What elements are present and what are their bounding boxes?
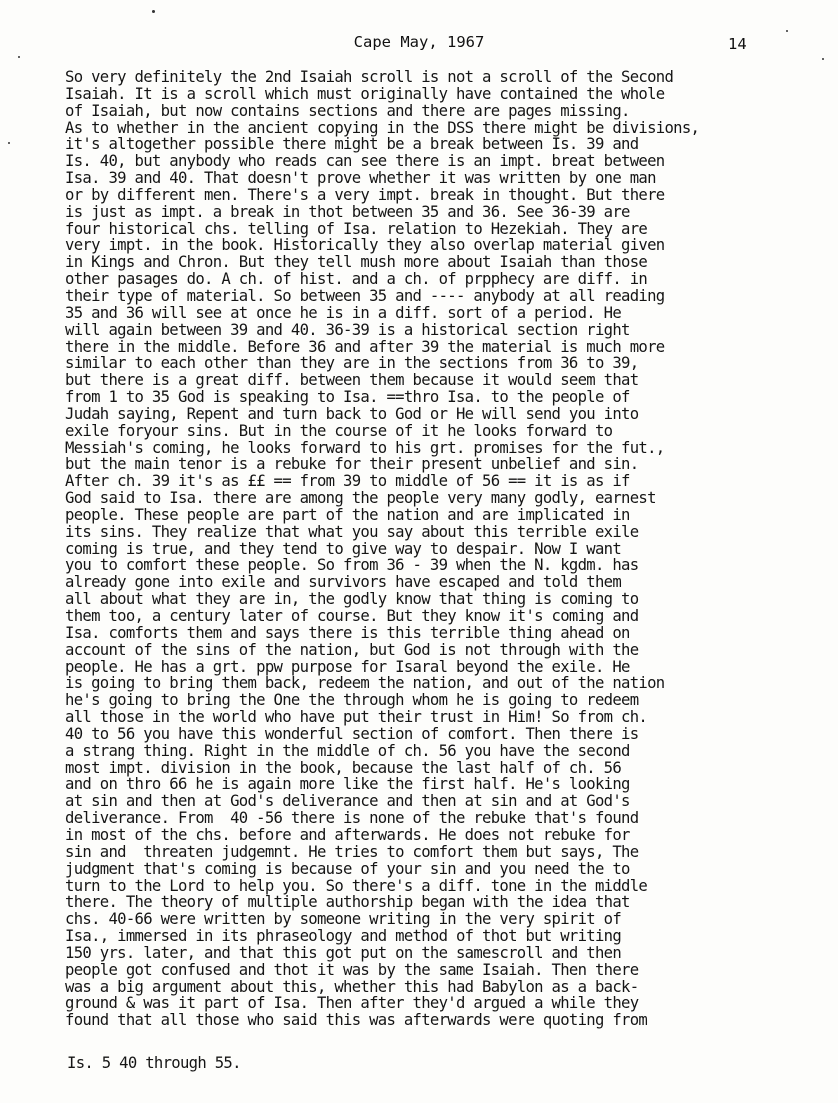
body-line: a strang thing. Right in the middle of ch. 56 you have the second — [65, 741, 630, 760]
body-line: 40 to 56 you have this wonderful section of comfort. Then there is — [65, 724, 639, 743]
body-line: God said to Isa. there are among the people very many godly, earnest — [65, 489, 656, 508]
page-title: Cape May, 1967 — [353, 33, 485, 51]
body-line: there. The theory of multiple authorship began with the idea that — [65, 893, 630, 912]
body-line: judgment that's coming is because of your sin and you need the to — [65, 859, 630, 878]
body-line: very impt. in the book. Historically they also overlap material given — [65, 236, 665, 255]
body-text — [65, 69, 835, 1029]
body-line: Messiah's coming, he looks forward to his grt. promises for the fut., — [65, 438, 665, 457]
body-line: but the main tenor is a rebuke for their present unbelief and sin. — [65, 455, 639, 474]
body-line: it's altogether possible there might be a break between Is. 39 and — [65, 135, 639, 154]
body-line: at sin and then at God's deliverance and then at sin and at God's — [65, 792, 630, 811]
body-line: 150 yrs. later, and that this got put on the samescroll and then — [65, 943, 622, 962]
body-line: there in the middle. Before 36 and after 39 the material is much more — [65, 337, 665, 356]
scan-speck — [152, 10, 155, 13]
body-line: After ch. 39 it's as ££ == from 39 to middle of 56 == it is as if — [65, 472, 630, 491]
body-line: Is. 40, but anybody who reads can see there is an impt. breat between — [65, 152, 665, 171]
body-line: deliverance. From 40 -56 there is none of the rebuke that's found — [65, 809, 639, 828]
body-line: Isa. comforts them and says there is this terrible thing ahead on — [65, 623, 630, 642]
body-line: So very definitely the 2nd Isaiah scroll is not a scroll of the Second — [65, 68, 674, 86]
body-line: Isaiah. It is a scroll which must originally have contained the whole — [65, 84, 665, 103]
body-line: most impt. division in the book, because the last half of ch. 56 — [65, 758, 622, 777]
body-line: was a big argument about this, whether this had Babylon as a back- — [65, 977, 639, 996]
body-line: account of the sins of the nation, but God is not through with the — [65, 640, 639, 659]
scan-speck — [18, 56, 20, 58]
body-line: already gone into exile and survivors have escaped and told them — [65, 573, 622, 592]
body-line: exile foryour sins. But in the course of it he looks forward to — [65, 421, 613, 440]
body-line: people got confused and thot it was by the same Isaiah. Then there — [65, 960, 639, 979]
scan-speck — [8, 142, 10, 144]
body-line: them too, a century later of course. But they know it's coming and — [65, 607, 639, 625]
body-line: their type of material. So between 35 and ---- anybody at all reading — [65, 286, 665, 305]
body-line: is just as impt. a break in thot between 35 and 36. See 36-39 are — [65, 202, 630, 221]
body-line: is going to bring them back, redeem the nation, and out of the nation — [65, 674, 665, 693]
body-line: turn to the Lord to help you. So there's a diff. tone in the middle — [65, 876, 648, 895]
body-line: Isa., immersed in its phraseology and method of thot but writing — [65, 927, 622, 946]
body-line: will again between 39 and 40. 36-39 is a historical section right — [65, 320, 630, 339]
body-line: Judah saying, Repent and turn back to God or He will send you into — [65, 404, 639, 423]
body-line: coming is true, and they tend to give way to despair. Now I want — [65, 539, 622, 558]
body-line: people. These people are part of the nation and are implicated in — [65, 505, 630, 524]
body-line: people. He has a grt. ppw purpose for Isaral beyond the exile. He — [65, 657, 630, 676]
body-final-line: Is. 5 40 through 55. — [67, 1054, 241, 1072]
body-line: sin and threaten judgemnt. He tries to comfort them but says, The — [65, 842, 639, 861]
body-line: you to comfort these people. So from 36 - 39 when the N. kgdm. has — [65, 556, 639, 575]
body-line: all those in the world who have put their trust in Him! So from ch. — [65, 708, 648, 727]
body-line: chs. 40-66 were written by someone writing in the very spirit of — [65, 910, 622, 929]
scan-speck — [822, 58, 824, 60]
body-line: similar to each other than they are in the sections from 36 to 39, — [65, 354, 639, 373]
body-line: Isa. 39 and 40. That doesn't prove whether it was written by one man — [65, 169, 656, 188]
body-line: ground & was it part of Isa. Then after they'd argued a while they — [65, 994, 639, 1013]
body-line: from 1 to 35 God is speaking to Isa. ==thro Isa. to the people of — [65, 388, 630, 407]
body-line: and on thro 66 he is again more like the first half. He's looking — [65, 775, 630, 794]
body-line: its sins. They realize that what you say about this terrible exile — [65, 522, 639, 541]
body-line: but there is a great diff. between them because it would seem that — [65, 371, 639, 390]
body-line: As to whether in the ancient copying in the DSS there might be divisions, — [65, 118, 700, 137]
body-line: he's going to bring the One the through whom he is going to redeem — [65, 691, 639, 710]
body-line: in most of the chs. before and afterwards. He does not rebuke for — [65, 825, 630, 844]
body-line: four historical chs. telling of Isa. relation to Hezekiah. They are — [65, 219, 648, 238]
page-number: 14 — [728, 35, 747, 53]
body-line: in Kings and Chron. But they tell mush more about Isaiah than those — [65, 253, 648, 272]
scan-speck — [786, 30, 788, 32]
body-line: of Isaiah, but now contains sections and there are pages missing. — [65, 101, 630, 120]
body-line: other pasages do. A ch. of hist. and a ch. of prpphecy are diff. in — [65, 270, 648, 289]
body-line: 35 and 36 will see at once he is in a diff. sort of a period. He — [65, 303, 622, 322]
body-line: found that all those who said this was afterwards were quoting from — [65, 1011, 648, 1030]
body-line: all about what they are in, the godly know that thing is coming to — [65, 590, 639, 609]
body-line: or by different men. There's a very impt. break in thought. But there — [65, 185, 665, 204]
